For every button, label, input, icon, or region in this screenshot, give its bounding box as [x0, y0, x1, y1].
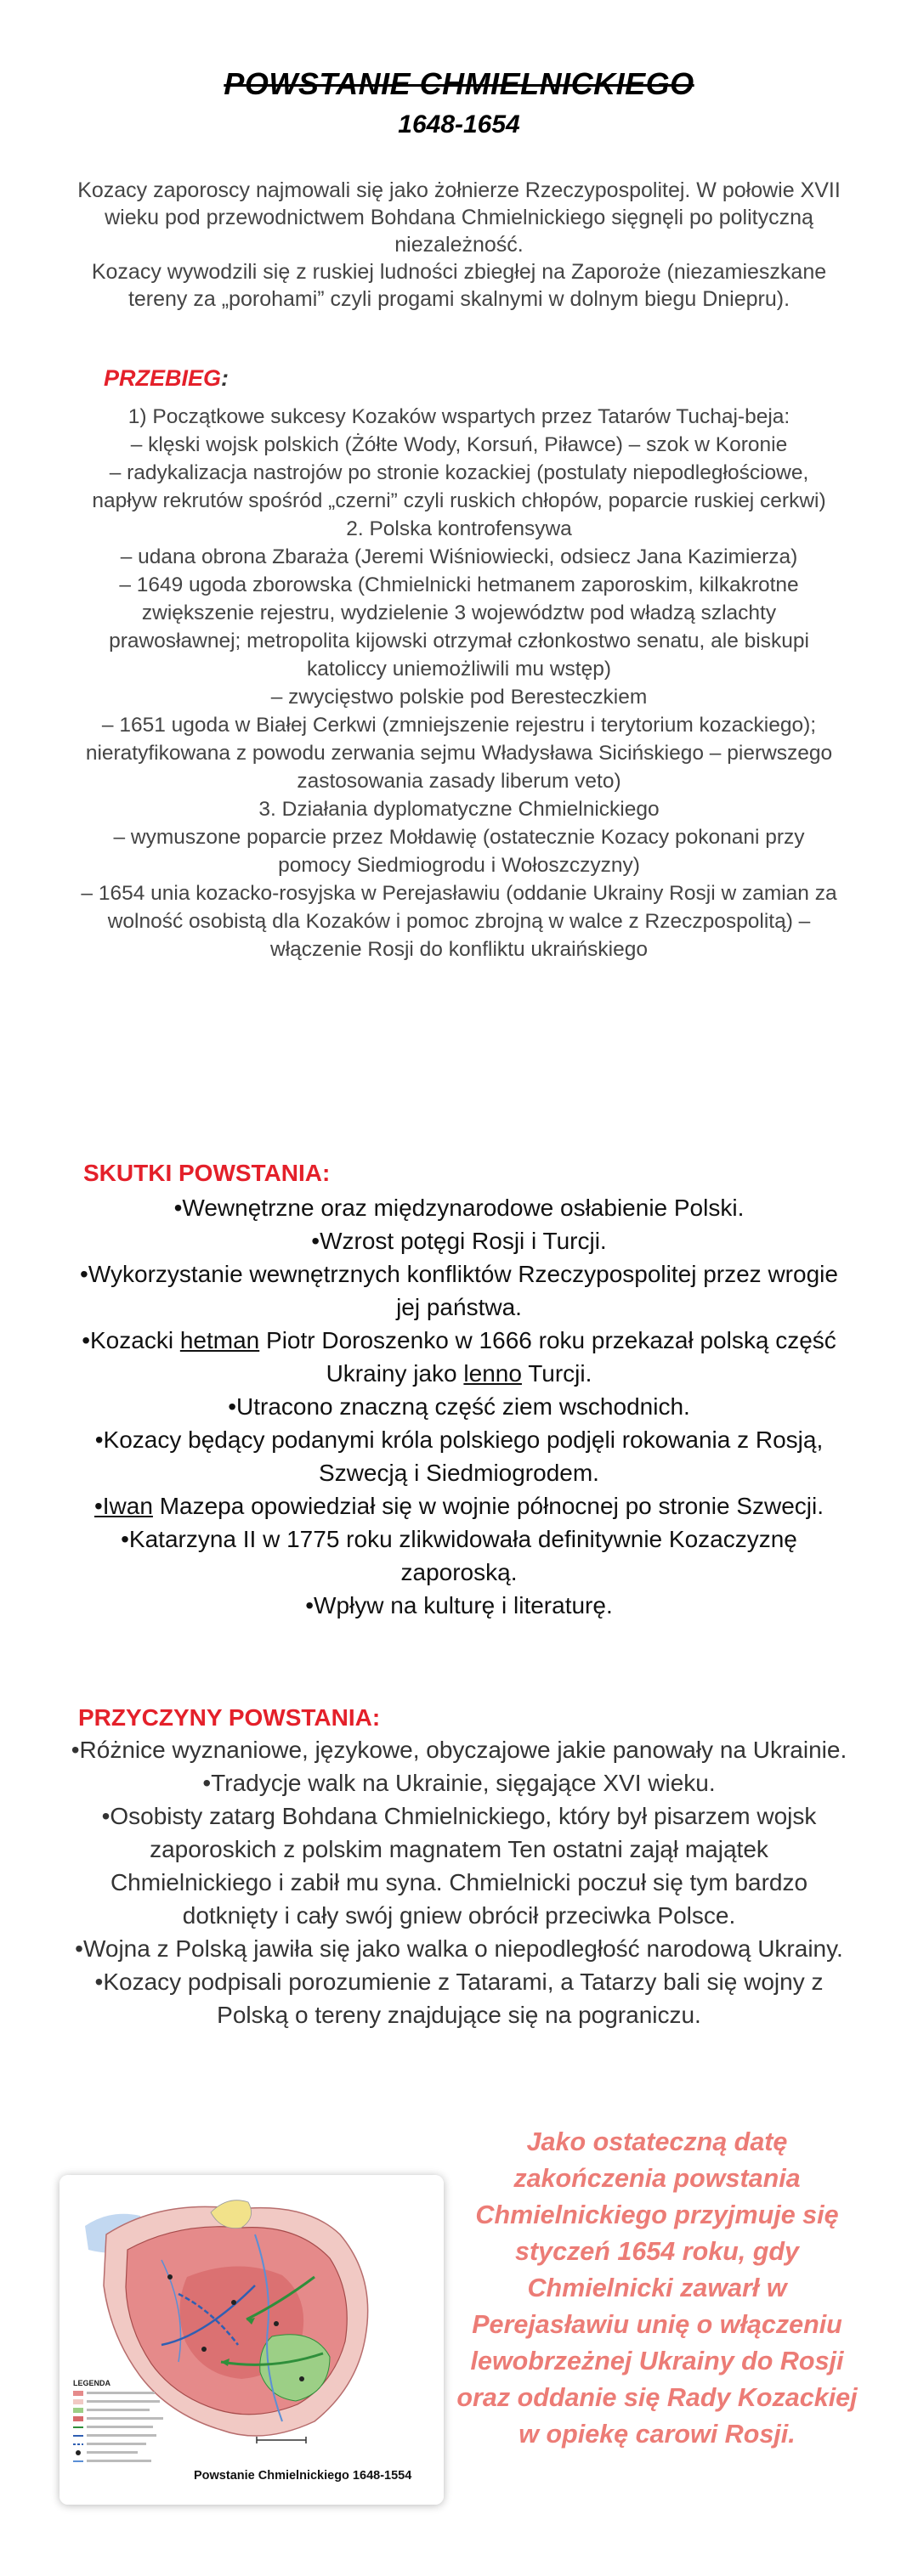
final-date-note: Jako ostateczną datę zakończenia powstania Chmielnickiego przyjmuje się styczeń 1654 roku, gdy Chmielnicki zawarł w Perejasławiu unię o włączeniu lewobrzeżnej Ukrainy do Rosji oraz oddanie się Rady Kozackiej w opiekę carowi Rosji. [456, 2127, 858, 2449]
skutki-item-text: Turcji. [521, 1360, 592, 1387]
skutki-item-text: •Wpływ na kulturę i literaturę. [305, 1592, 613, 1618]
skutki-item-text: •Wzrost potęgi Rosji i Turcji. [311, 1228, 607, 1254]
skutki-item-text: •Kozacy będący podanymi króla polskiego podjęli rokowania z Rosją, Szwecją i Siedmiogrodem. [94, 1426, 824, 1486]
intro-text [76, 177, 842, 313]
skutki-item [68, 1191, 850, 1224]
przyczyny-item: •Wojna z Polską jawiła się jako walka o niepodległość narodową Ukrainy. [75, 1935, 843, 1962]
map-illustration [60, 2175, 444, 2505]
przebieg-line: – zwycięstwo polskie pod Beresteczkiem [270, 686, 648, 709]
przebieg-heading [104, 365, 229, 392]
przebieg-line: – klęski wojsk polskich (Żółte Wody, Korsuń, Piławce) – szok w Koronie [130, 433, 788, 456]
przebieg-line: – 1649 ugoda zborowska (Chmielnicki hetmanem zaporoskim, kilkakrotne zwiększenie rejestru, wydzielenie 3 województw pod władzą szlachty prawosławnej; metropolita kijowski otrzymał członkostwo senatu, ale biskupi katoliccy uniemożliwili mu wstęp) [109, 573, 809, 681]
przebieg-line: – radykalizacja nastrojów po stronie kozackiej (postulaty niepodległościowe, napływ rekrutów spośród „czerni” czyli ruskich chłopów, poparcie ruskiej cerkwi) [92, 461, 826, 512]
przyczyny-item: •Kozacy podpisali porozumienie z Tatarami, a Tatarzy bali się wojny z Polską o tereny znajdujące się na pograniczu. [94, 1969, 824, 2028]
skutki-heading: SKUTKI POWSTANIA: [83, 1160, 331, 1186]
przebieg-line: 2. Polska kontrofensywa [346, 517, 572, 540]
skutki-item-text: •Wykorzystanie wewnętrznych konfliktów Rzeczypospolitej przez wrogie jej państwa. [80, 1261, 838, 1320]
historical-map [60, 2175, 444, 2505]
skutki-item [68, 1324, 850, 1390]
skutki-item-text: •Katarzyna II w 1775 roku zlikwidowała definitywnie Kozaczyznę zaporoską. [121, 1526, 797, 1585]
skutki-item-text: •Utracono znaczną część ziem wschodnich. [228, 1393, 690, 1420]
skutki-item-text: •Wewnętrzne oraz międzynarodowe osłabienie Polski. [173, 1195, 745, 1221]
skutki-item [68, 1589, 850, 1622]
lenno-link[interactable]: lenno [463, 1360, 522, 1387]
map-caption: Powstanie Chmielnickiego 1648-1554 [194, 2469, 412, 2483]
przebieg-line: – 1654 unia kozacko-rosyjska w Perejasławiu (oddanie Ukrainy Rosji w zamian za wolność osobistą dla Kozaków i pomoc zbrojną w walce z Rzeczpospolitą) – włączenie Rosji do konfliktu ukraińskiego [81, 882, 837, 961]
skutki-item [68, 1489, 850, 1522]
intro-paragraph: Kozacy wywodzili się z ruskiej ludności zbiegłej na Zaporoże (niezamieszkane tereny za „porohami” czyli progami skalnymi w dolnym biegu Dniepru). [91, 260, 827, 311]
skutki-item [68, 1224, 850, 1257]
przebieg-line: – wymuszone poparcie przez Mołdawię (ostatecznie Kozacy pokonani przy pomocy Siedmiogrodu i Wołoszczyzny) [113, 826, 805, 877]
skutki-item-text: Piotr Doroszenko w 1666 roku przekazał polską część Ukrainy jako [259, 1327, 836, 1387]
przebieg-text [76, 403, 842, 963]
skutki-item [68, 1257, 850, 1324]
intro-paragraph: Kozacy zaporoscy najmowali się jako żołnierze Rzeczypospolitej. W połowie XVII wieku pod przewodnictwem Bohdana Chmielnickiego sięgnęli po polityczną niezależność. [77, 178, 841, 257]
przyczyny-item: •Różnice wyznaniowe, językowe, obyczajowe jakie panowały na Ukrainie. [71, 1737, 847, 1763]
page-title: POWSTANIE CHMIELNICKIEGO [224, 66, 694, 101]
skutki-list [68, 1191, 850, 1622]
map-legend-title: LEGENDA [73, 2379, 111, 2387]
przyczyny-item: •Tradycje walk na Ukrainie, sięgające XVI wieku. [202, 1770, 716, 1796]
hetman-link[interactable]: hetman [179, 1327, 260, 1353]
przebieg-heading-text: PRZEBIEG [104, 365, 222, 391]
przebieg-line: – 1651 ugoda w Białej Cerkwi (zmniejszenie rejestru i terytorium kozackiego); nieratyfikowana z powodu zerwania sejmu Władysława Sicińskiego – pierwszego zastosowania zasady liberum veto) [85, 714, 833, 793]
skutki-item [68, 1390, 850, 1423]
przebieg-line: 3. Działania dyplomatyczne Chmielnickiego [258, 798, 660, 821]
przebieg-line: – udana obrona Zbaraża (Jeremi Wiśniowiecki, odsiecz Jana Kazimierza) [120, 545, 798, 568]
przebieg-line: 1) Początkowe sukcesy Kozaków wspartych przez Tatarów Tuchaj-beja: [128, 405, 790, 428]
przyczyny-item: •Osobisty zatarg Bohdana Chmielnickiego, który był pisarzem wojsk zaporoskich z polskim magnatem Ten ostatni zajął majątek Chmielnickiego i zabił mu syna. Chmielnicki poczuł się tym bardzo dotknięty i cały swój gniew obrócił przeciwka Polsce. [101, 1803, 817, 1929]
page-subtitle-dates: 1648-1654 [398, 110, 520, 138]
skutki-item-text: •Kozacki [82, 1327, 180, 1353]
skutki-item [68, 1522, 850, 1589]
przyczyny-heading: PRZYCZYNY POWSTANIA: [78, 1704, 381, 1731]
przyczyny-list [68, 1733, 850, 2031]
przebieg-heading-colon: : [221, 365, 230, 391]
skutki-item-text: Mazepa opowiedział się w wojnie północnej po stronie Szwecji. [152, 1493, 824, 1519]
iwan-link[interactable]: •Iwan [94, 1493, 153, 1519]
skutki-item [68, 1423, 850, 1489]
